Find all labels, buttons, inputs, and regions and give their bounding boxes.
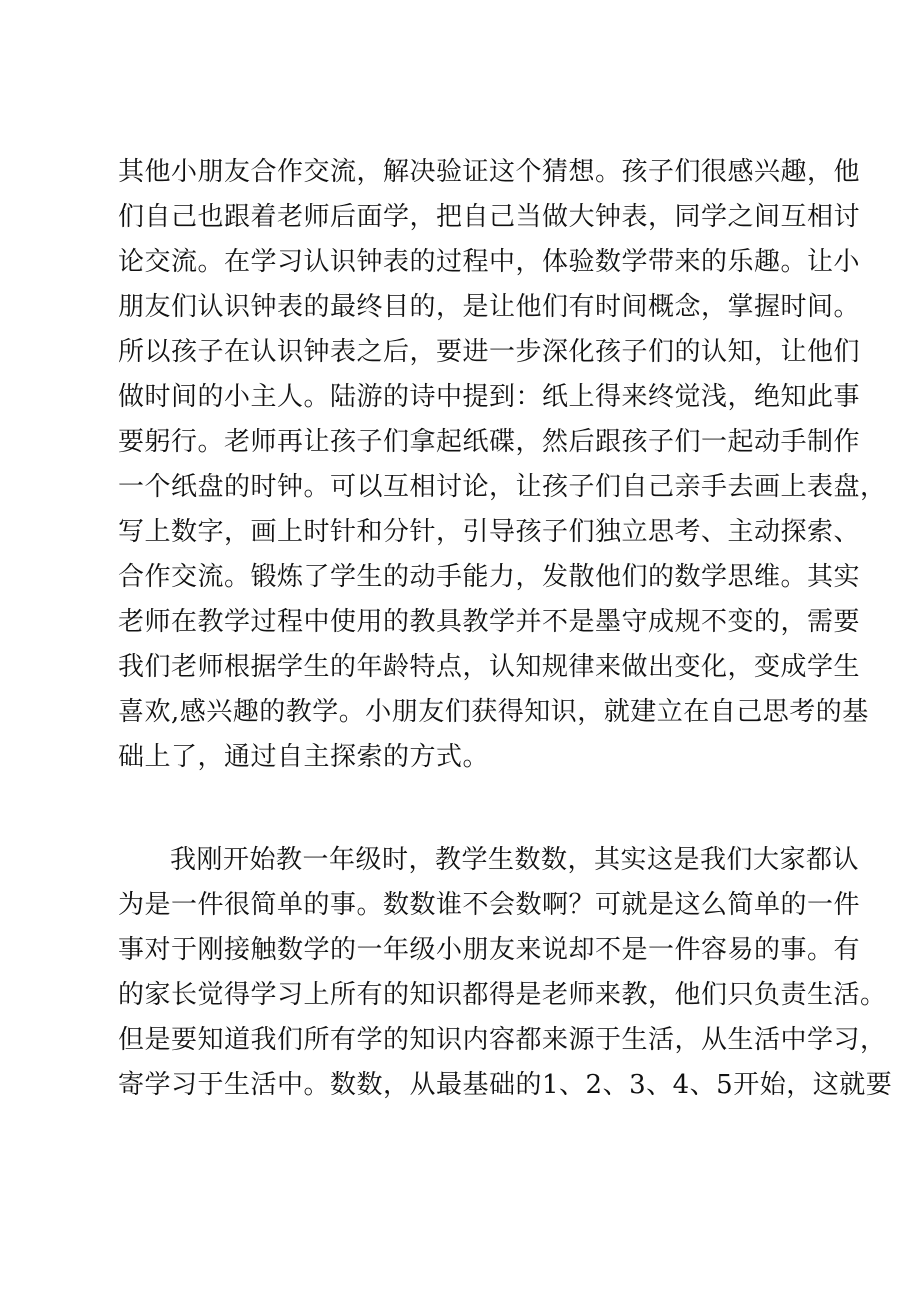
paragraph-line: 为是一件很简单的事。数数谁不会数啊？可就是这么简单的一件 — [118, 890, 861, 920]
paragraph-line: 们自己也跟着老师后面学，把自己当做大钟表，同学之间互相讨 — [118, 202, 861, 232]
paragraph-line: 的家长觉得学习上所有的知识都得是老师来教，他们只负责生活。 — [118, 980, 887, 1010]
paragraph-line: 我刚开始教一年级时，教学生数数，其实这是我们大家都认 — [170, 845, 860, 875]
paragraph-line: 老师在教学过程中使用的教具教学并不是墨守成规不变的，需要 — [118, 607, 861, 637]
paragraph-line: 朋友们认识钟表的最终目的，是让他们有时间概念，掌握时间。 — [118, 292, 861, 322]
paragraph-line: 要躬行。老师再让孩子们拿起纸碟，然后跟孩子们一起动手制作 — [118, 427, 861, 457]
paragraph-line: 写上数字，画上时针和分针，引导孩子们独立思考、主动探索、 — [118, 517, 861, 547]
paragraph-line: 喜欢,感兴趣的教学。小朋友们获得知识，就建立在自己思考的基 — [118, 697, 869, 727]
paragraph-2 — [118, 838, 893, 1108]
paragraph-line: 合作交流。锻炼了学生的动手能力，发散他们的数学思维。其实 — [118, 562, 861, 592]
paragraph-line: 我们老师根据学生的年龄特点，认知规律来做出变化，变成学生 — [118, 652, 861, 682]
paragraph-line: 事对于刚接触数学的一年级小朋友来说却不是一件容易的事。有 — [118, 935, 861, 965]
paragraph-line: 做时间的小主人。陆游的诗中提到：纸上得来终觉浅，绝知此事 — [118, 382, 861, 412]
paragraph-line: 但是要知道我们所有学的知识内容都来源于生活，从生活中学习， — [118, 1025, 887, 1055]
paragraph-1 — [118, 150, 887, 780]
paragraph-line: 寄学习于生活中。数数，从最基础的1、2、3、4、5开始，这就要 — [118, 1070, 893, 1100]
paragraph-line: 论交流。在学习认识钟表的过程中，体验数学带来的乐趣。让小 — [118, 247, 861, 277]
paragraph-line: 一个纸盘的时钟。可以互相讨论，让孩子们自己亲手去画上表盘， — [118, 472, 887, 502]
paragraph-line: 础上了，通过自主探索的方式。 — [118, 742, 490, 772]
paragraph-line: 其他小朋友合作交流，解决验证这个猜想。孩子们很感兴趣，他 — [118, 157, 861, 187]
paragraph-line: 所以孩子在认识钟表之后，要进一步深化孩子们的认知，让他们 — [118, 337, 861, 367]
